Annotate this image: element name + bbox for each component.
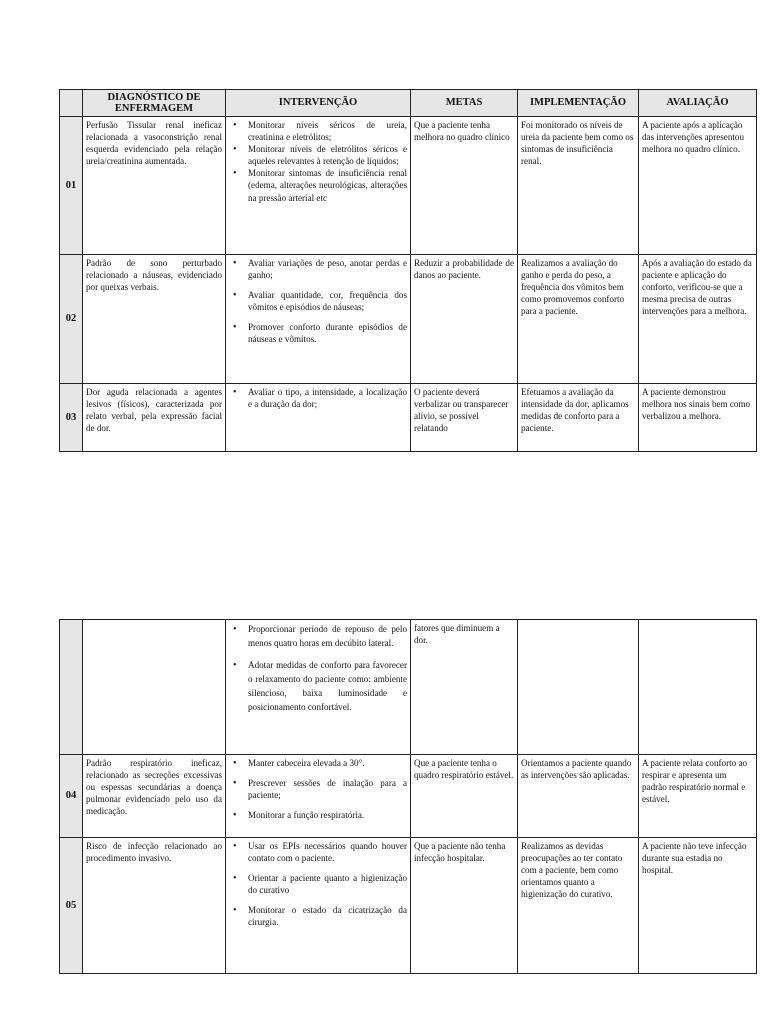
- intervencao-cell: [226, 620, 411, 755]
- row-number: 03: [60, 384, 83, 452]
- care-plan-table: [59, 89, 757, 452]
- table-row: [60, 838, 757, 974]
- intervencao-cell: [226, 255, 411, 384]
- table-row: [60, 117, 757, 255]
- header-metas: METAS: [411, 90, 518, 117]
- implementacao-cell: Realizamos as devidas preocupações ao ter contato com a paciente, bem como orientamos quanto a higienização do curativo.: [518, 838, 639, 974]
- intervencao-cell: [226, 384, 411, 452]
- metas-cell: Que a paciente tenha o quadro respiratório estável.: [411, 755, 518, 838]
- avaliacao-cell: Após a avaliação do estado da paciente e aplicação do conforto, verificou-se que a mesma precisa de outras intervenções para a melhora.: [639, 255, 757, 384]
- avaliacao-cell: A paciente demonstrou melhora nos sinais bem como verbalizou a melhora.: [639, 384, 757, 452]
- metas-cell: Que a paciente tenha melhora no quadro clínico: [411, 117, 518, 255]
- intervencao-item: • Promover conforto durante episódios de náuseas e vômitos.: [248, 321, 407, 345]
- intervencao-item: • Monitorar níveis de eletrólitos séricos e aqueles relevantes à retenção de líquidos;: [248, 143, 407, 167]
- metas-cell: Reduzir a probabilidade de danos ao paciente.: [411, 255, 518, 384]
- intervencao-cell: [226, 117, 411, 255]
- intervencao-item: • Monitorar o estado da cicatrização da cirurgia.: [248, 904, 407, 928]
- intervencao-list: [229, 840, 407, 929]
- intervencao-item: • Prescrever sessões de inalação para a paciente;: [248, 777, 407, 801]
- header-implementacao: IMPLEMENTAÇÃO: [518, 90, 639, 117]
- intervencao-item: • Monitorar níveis séricos de ureia, creatinina e eletrólitos;: [248, 119, 407, 143]
- row-number: [60, 620, 83, 755]
- intervencao-item: • Avaliar variações de peso, anotar perdas e ganho;: [248, 257, 407, 281]
- intervencao-list: [229, 757, 407, 821]
- metas-cell: Que a paciente não tenha infecção hospitalar.: [411, 838, 518, 974]
- intervencao-item: • Adotar medidas de conforto para favorecer o relaxamento do paciente como: ambiente silencioso, baixa luminosidade e posicionamento confortável.: [248, 658, 407, 714]
- intervencao-item: • Avaliar o tipo, a intensidade, a localização e a duração da dor;: [248, 386, 407, 410]
- intervencao-list: [229, 622, 407, 715]
- implementacao-cell: [518, 620, 639, 755]
- row-number: 02: [60, 255, 83, 384]
- intervencao-item: • Monitorar a função respiratória.: [248, 809, 407, 821]
- row-number: 01: [60, 117, 83, 255]
- diagnostico-cell: [83, 620, 226, 755]
- diagnostico-cell: Risco de infecção relacionado ao procedimento invasivo.: [83, 838, 226, 974]
- table-row: [60, 255, 757, 384]
- header-avaliacao: AVALIAÇÃO: [639, 90, 757, 117]
- metas-cell: O paciente deverá verbalizar ou transparecer alívio, se possível relatando: [411, 384, 518, 452]
- table-row: [60, 384, 757, 452]
- intervencao-list: [229, 257, 407, 346]
- intervencao-item: • Monitorar sintomas de insuficiência renal (edema, alterações neurológicas, alterações na pressão arterial etc: [248, 167, 407, 203]
- avaliacao-cell: [639, 620, 757, 755]
- implementacao-cell: Orientamos a paciente quando as intervenções são aplicadas.: [518, 755, 639, 838]
- diagnostico-cell: Dor aguda relacionada a agentes lesivos (físicos), caracterizada por relato verbal, pela expressão facial de dor.: [83, 384, 226, 452]
- diagnostico-cell: Perfusão Tissular renal ineficaz relacionada a vasoconstrição renal esquerda evidenciado pela relação ureia/creatinina aumentada.: [83, 117, 226, 255]
- intervencao-item: • Manter cabeceira elevada a 30°.: [248, 757, 407, 769]
- table-row: [60, 755, 757, 838]
- intervencao-item: • Proporcionar período de repouso de pelo menos quatro horas em decúbito lateral.: [248, 622, 407, 650]
- header-number: [60, 90, 83, 117]
- metas-cell: fatores que diminuem a dor.: [411, 620, 518, 755]
- header-diagnostico: DIAGNÓSTICO DE ENFERMAGEM: [83, 90, 226, 117]
- row-number: 04: [60, 755, 83, 838]
- avaliacao-cell: A paciente após a aplicação das intervenções apresentou melhora no quadro clínico.: [639, 117, 757, 255]
- header-row: [60, 90, 757, 117]
- intervencao-cell: [226, 755, 411, 838]
- avaliacao-cell: A paciente relata conforto ao respirar e apresenta um padrão respiratório normal e estável.: [639, 755, 757, 838]
- diagnostico-cell: Padrão de sono perturbado relacionado a náuseas, evidenciado por queixas verbais.: [83, 255, 226, 384]
- header-intervencao: INTERVENÇÃO: [226, 90, 411, 117]
- implementacao-cell: Realizamos a avaliação do ganho e perda do peso, a frequência dos vômitos bem como promovemos conforto para a paciente.: [518, 255, 639, 384]
- row-number: 05: [60, 838, 83, 974]
- intervencao-list: [229, 386, 407, 410]
- implementacao-cell: Efetuamos a avaliação da intensidade da dor, aplicamos medidas de conforto para a paciente.: [518, 384, 639, 452]
- intervencao-list: [229, 119, 407, 204]
- avaliacao-cell: A paciente não teve infecção durante sua estadia no hospital.: [639, 838, 757, 974]
- care-plan-table-continued: [59, 619, 757, 974]
- intervencao-item: • Usar os EPIs necessários quando houver contato com o paciente.: [248, 840, 407, 864]
- intervencao-item: • Avaliar quantidade, cor, frequência dos vômitos e episódios de náuseas;: [248, 289, 407, 313]
- intervencao-cell: [226, 838, 411, 974]
- table-row-continuation: [60, 620, 757, 755]
- intervencao-item: • Orientar a paciente quanto a higienização do curativo: [248, 872, 407, 896]
- implementacao-cell: Foi monitorado os níveis de ureia da paciente bem como os sintomas de insuficiência renal.: [518, 117, 639, 255]
- diagnostico-cell: Padrão respiratório ineficaz, relacionado as secreções excessivas ou espessas secundárias a doença pulmonar evidenciado pelo uso da medicação.: [83, 755, 226, 838]
